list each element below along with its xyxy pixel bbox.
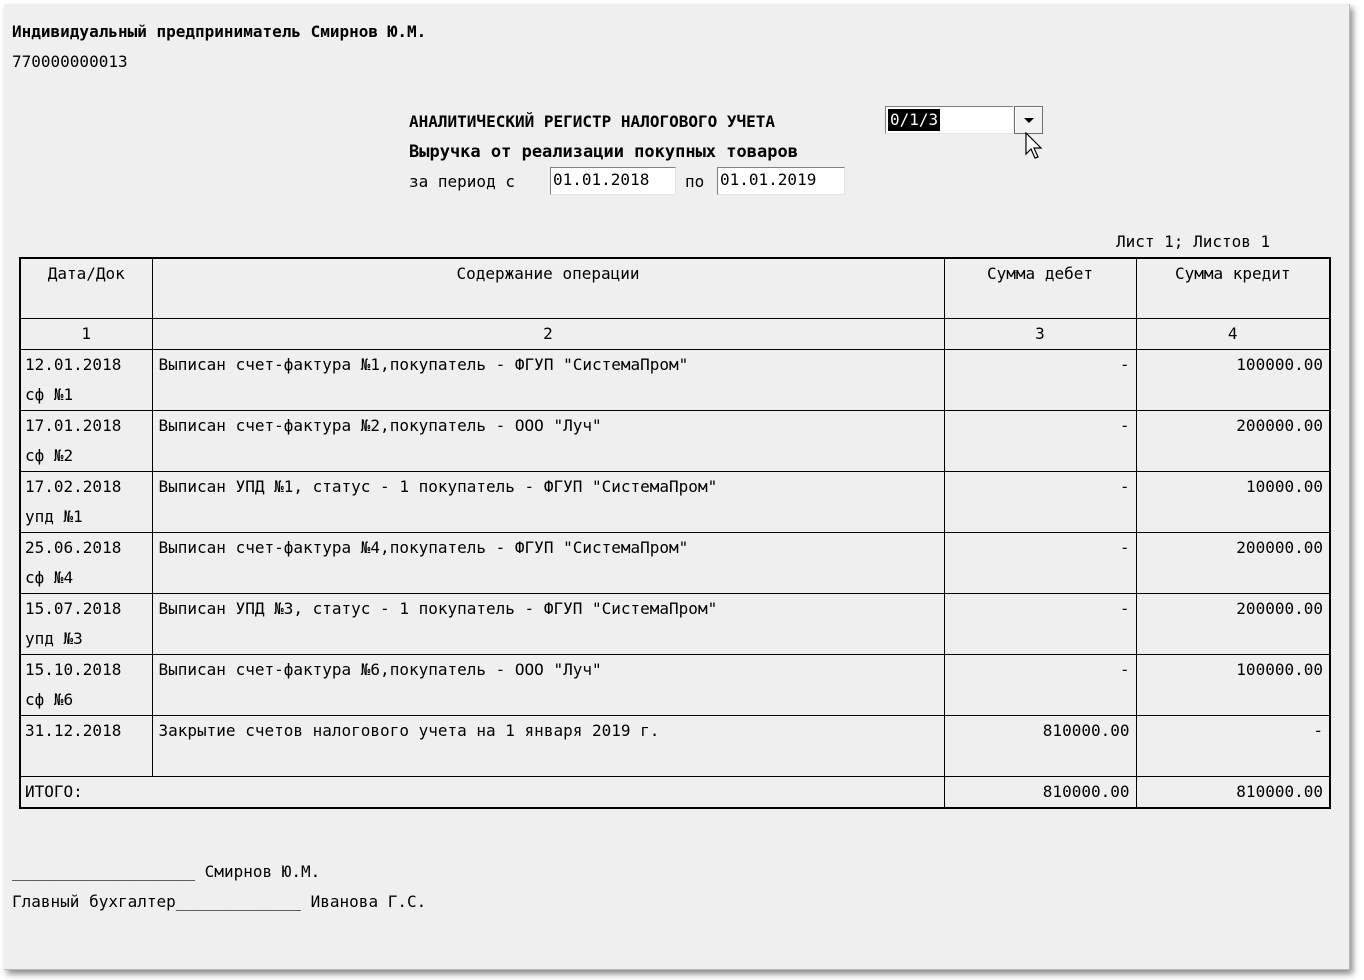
cell-credit: 100000.00 — [1136, 349, 1330, 410]
cell-debit: 810000.00 — [944, 715, 1136, 776]
table-total-row — [20, 776, 1330, 808]
row-date: 12.01.2018 — [25, 354, 122, 374]
row-date: 17.02.2018 — [25, 476, 122, 496]
row-date: 15.10.2018 — [25, 659, 122, 679]
column-header-date: Дата/Док — [20, 258, 152, 318]
row-doc — [25, 746, 150, 776]
table-row — [20, 715, 1330, 776]
mouse-pointer-icon — [1025, 132, 1045, 162]
register-table — [19, 257, 1331, 809]
signature-blank-1: ___________________ — [12, 862, 196, 881]
table-row — [20, 349, 1330, 410]
cell-date-doc — [20, 532, 152, 593]
cell-debit: - — [944, 471, 1136, 532]
period-to-label: по — [685, 172, 705, 191]
row-doc: сф №4 — [25, 567, 74, 587]
cell-debit: - — [944, 410, 1136, 471]
cell-date-doc — [20, 349, 152, 410]
signature-line-2 — [12, 892, 426, 912]
table-row — [20, 410, 1330, 471]
cell-credit: 200000.00 — [1136, 532, 1330, 593]
register-code-value: 0/1/3 — [890, 110, 939, 129]
signature-name-1: Смирнов Ю.М. — [204, 862, 321, 881]
register-code-combobox[interactable] — [885, 106, 1043, 134]
chevron-down-icon — [1024, 118, 1034, 123]
cell-content: Выписан счет-фактура №4,покупатель - ФГУП "СистемаПром" — [152, 532, 944, 593]
cell-credit: - — [1136, 715, 1330, 776]
cell-date-doc — [20, 715, 152, 776]
report-sheet — [4, 4, 1350, 970]
cell-content: Выписан счет-фактура №1,покупатель - ФГУП "СистемаПром" — [152, 349, 944, 410]
row-doc: сф №6 — [25, 689, 74, 709]
row-date: 17.01.2018 — [25, 415, 122, 435]
column-header-credit: Сумма кредит — [1136, 258, 1330, 318]
column-number: 3 — [944, 318, 1136, 349]
signature-blank-2: _____________ — [175, 892, 301, 911]
table-row — [20, 593, 1330, 654]
column-header-debit: Сумма дебет — [944, 258, 1136, 318]
cell-debit: - — [944, 349, 1136, 410]
cell-debit: - — [944, 593, 1136, 654]
row-doc: упд №1 — [25, 506, 83, 526]
cell-content: Закрытие счетов налогового учета на 1 января 2019 г. — [152, 715, 944, 776]
period-from-input[interactable]: 01.01.2018 — [550, 167, 676, 195]
cell-content: Выписан УПД №3, статус - 1 покупатель - ФГУП "СистемаПром" — [152, 593, 944, 654]
signature-role-2: Главный бухгалтер — [12, 892, 176, 911]
cell-credit: 200000.00 — [1136, 593, 1330, 654]
row-doc: сф №1 — [25, 384, 74, 404]
cell-credit: 10000.00 — [1136, 471, 1330, 532]
signature-line-1 — [12, 862, 320, 882]
column-number: 1 — [20, 318, 152, 349]
table-row — [20, 471, 1330, 532]
row-date: 31.12.2018 — [25, 720, 122, 740]
period-from-label: за период с — [409, 172, 515, 191]
column-number: 2 — [152, 318, 944, 349]
cell-credit: 200000.00 — [1136, 410, 1330, 471]
cell-date-doc — [20, 593, 152, 654]
cell-debit: - — [944, 654, 1136, 715]
row-date: 15.07.2018 — [25, 598, 122, 618]
table-row — [20, 654, 1330, 715]
signature-name-2: Иванова Г.С. — [310, 892, 427, 911]
cell-content: Выписан счет-фактура №6,покупатель - ООО "Луч" — [152, 654, 944, 715]
row-doc: упд №3 — [25, 628, 83, 648]
table-row — [20, 532, 1330, 593]
register-subtitle: Выручка от реализации покупных товаров — [409, 142, 798, 162]
total-label: ИТОГО: — [20, 776, 944, 808]
cell-debit: - — [944, 532, 1136, 593]
table-header-row — [20, 258, 1330, 318]
sheet-info: Лист 1; Листов 1 — [1116, 232, 1271, 251]
column-header-content: Содержание операции — [152, 258, 944, 318]
period-to-input[interactable]: 01.01.2019 — [717, 167, 845, 195]
row-doc: сф №2 — [25, 445, 74, 465]
cell-content: Выписан счет-фактура №2,покупатель - ООО "Луч" — [152, 410, 944, 471]
inn-number: 770000000013 — [12, 52, 128, 71]
column-number-row — [20, 318, 1330, 349]
register-title: АНАЛИТИЧЕСКИЙ РЕГИСТР НАЛОГОВОГО УЧЕТА — [409, 112, 776, 131]
cell-credit: 100000.00 — [1136, 654, 1330, 715]
cell-date-doc — [20, 410, 152, 471]
cell-content: Выписан УПД №1, статус - 1 покупатель - ФГУП "СистемаПром" — [152, 471, 944, 532]
total-debit: 810000.00 — [944, 776, 1136, 808]
register-code-dropdown-button[interactable] — [1014, 106, 1043, 134]
cell-date-doc — [20, 471, 152, 532]
column-number: 4 — [1136, 318, 1330, 349]
entrepreneur-name: Индивидуальный предприниматель Смирнов Ю.М. — [12, 22, 427, 41]
cell-date-doc — [20, 654, 152, 715]
register-code-field[interactable] — [885, 106, 1013, 134]
row-date: 25.06.2018 — [25, 537, 122, 557]
total-credit: 810000.00 — [1136, 776, 1330, 808]
